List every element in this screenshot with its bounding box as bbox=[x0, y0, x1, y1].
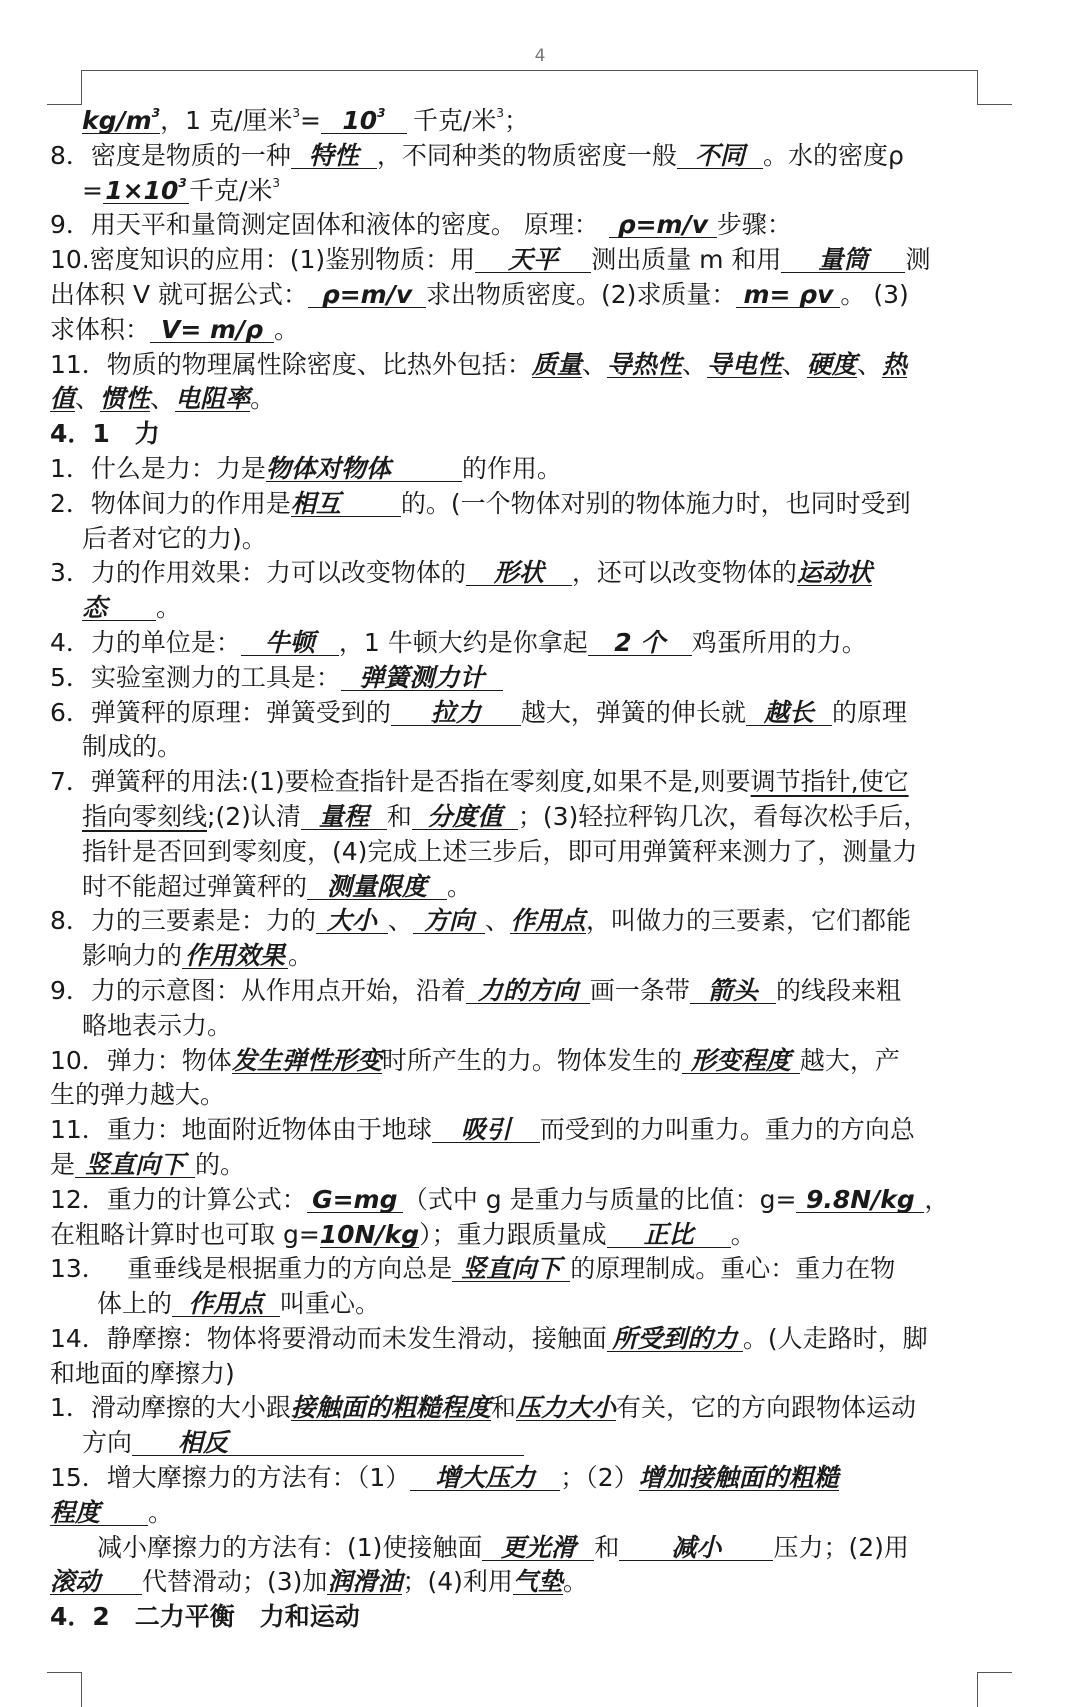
answer-blank: 竖直向下 bbox=[452, 1256, 570, 1282]
text: 影响力的 bbox=[82, 941, 183, 971]
answer-blank: 量筒 bbox=[781, 247, 905, 273]
text: 4．力的单位是： bbox=[50, 627, 241, 657]
text-line bbox=[50, 870, 978, 905]
answer-blank: 拉力 bbox=[391, 700, 521, 726]
text: 体上的 bbox=[97, 1289, 173, 1319]
answer-blank: m= ρv bbox=[736, 282, 840, 308]
answer-blank: 惯性 bbox=[100, 384, 151, 414]
answer-blank: 形变程度 bbox=[682, 1048, 800, 1074]
answer-blank: $1\times 10^3$ bbox=[103, 178, 189, 204]
answer-blank: 分度值 bbox=[412, 804, 518, 830]
answer-blank: 作用效果 bbox=[182, 943, 288, 969]
text: ）；重力跟质量成 bbox=[419, 1219, 607, 1249]
text: 14．静摩擦：物体将要滑动而未发生滑动，接触面 bbox=[50, 1323, 607, 1353]
answer-blank: 特性 bbox=[291, 143, 377, 169]
text-line bbox=[50, 1252, 978, 1287]
text-line bbox=[50, 1496, 978, 1531]
text: 时所产生的力。物体发生的 bbox=[381, 1045, 682, 1075]
answer-blank: 10N/kg bbox=[319, 1219, 420, 1249]
answer-blank: 形状 bbox=[466, 560, 572, 586]
answer-blank: 相反 bbox=[132, 1430, 524, 1456]
text: 。(人走路时，脚 bbox=[742, 1323, 928, 1353]
text: ，还可以改变物体的 bbox=[571, 558, 797, 588]
text: 和 bbox=[490, 1393, 516, 1423]
text: 的线段来粗 bbox=[775, 975, 901, 1005]
answer-blank: 所受到的力 bbox=[607, 1326, 743, 1352]
answer-blank: 2 个 bbox=[588, 630, 692, 656]
text: 、 bbox=[484, 906, 510, 936]
text: 、 bbox=[150, 384, 176, 414]
answer-blank: 运动状 bbox=[796, 558, 872, 588]
answer-blank: 发生弹性形变 bbox=[231, 1045, 382, 1075]
text-line bbox=[50, 974, 978, 1009]
text: 画一条带 bbox=[589, 975, 690, 1005]
text: 7．弹簧秤的用法:(1)要检查指针是否指在零刻度,如果不是,则要 bbox=[50, 767, 751, 797]
text: 和 bbox=[594, 1532, 620, 1562]
text: 鸡蛋所用的力。 bbox=[691, 627, 867, 657]
answer-blank: 相互 bbox=[291, 491, 401, 517]
underlined-answer: 指向零刻线 bbox=[82, 801, 208, 831]
text: 压力；(2)用 bbox=[773, 1532, 909, 1562]
answer-blank: 更光滑 bbox=[482, 1535, 594, 1561]
text: 步骤： bbox=[716, 210, 792, 240]
text: （式中 g 是重力与质量的比值：g= bbox=[402, 1184, 797, 1214]
text: 2．物体间力的作用是 bbox=[50, 488, 291, 518]
text: 。 bbox=[250, 384, 276, 414]
text: ，1 牛顿大约是你拿起 bbox=[338, 627, 588, 657]
text-line bbox=[50, 1078, 978, 1113]
text-line bbox=[50, 522, 978, 557]
answer-blank: 减小 bbox=[619, 1535, 773, 1561]
text-line bbox=[50, 313, 978, 348]
text: ；(3)轻拉秤钩几次，看每次松手后， bbox=[517, 801, 929, 831]
text-line bbox=[50, 487, 978, 522]
text: 5．实验室测力的工具是： bbox=[50, 662, 341, 692]
answer-blank: 弹簧测力计 bbox=[341, 665, 503, 691]
answer-blank: ρ=m/v bbox=[308, 282, 426, 308]
answer-blank: G=mg bbox=[307, 1187, 403, 1213]
crop-mark-top-left bbox=[47, 70, 82, 105]
answer-blank: 正比 bbox=[607, 1222, 731, 1248]
text: ;(2)认清 bbox=[207, 801, 301, 831]
text: 11．物质的物理属性除密度、比热外包括： bbox=[50, 349, 532, 379]
answer-blank: 箭头 bbox=[690, 978, 776, 1004]
text: 千克/米 bbox=[412, 106, 497, 135]
text-line bbox=[50, 730, 978, 765]
answer-blank: 天平 bbox=[475, 247, 591, 273]
text: 在粗略计算时也可取 g= bbox=[50, 1219, 320, 1249]
text: ，叫做力的三要素，它们都能 bbox=[585, 906, 911, 936]
answer-blank: 导电性 bbox=[706, 349, 782, 379]
text: 而受到的力叫重力。重力的方向总 bbox=[539, 1115, 915, 1145]
text: 3．力的作用效果：力可以改变物体的 bbox=[50, 558, 466, 588]
text: 后者对它的力)。 bbox=[82, 523, 267, 553]
answer-blank: 越长 bbox=[746, 700, 832, 726]
answer-blank: 大小 bbox=[316, 908, 388, 934]
text: 指针是否回到零刻度，(4)完成上述三步后，即可用弹簧秤来测力了，测量力 bbox=[82, 836, 918, 866]
text: 方向 bbox=[82, 1428, 133, 1458]
text: 出体积 V 就可据公式： bbox=[50, 279, 308, 309]
text: 8．密度是物质的一种 bbox=[50, 140, 291, 170]
section-heading: 4．2 二力平衡 力和运动 bbox=[50, 1602, 360, 1632]
text: 11．重力：地面附近物体由于地球 bbox=[50, 1115, 432, 1145]
text: ， bbox=[924, 1184, 950, 1214]
answer-blank: 物体对物体 bbox=[266, 456, 462, 482]
text-line bbox=[50, 556, 978, 591]
answer-blank: 润滑油 bbox=[327, 1567, 403, 1597]
text-line bbox=[50, 1322, 978, 1357]
text: 13． 重垂线是根据重力的方向总是 bbox=[50, 1254, 453, 1284]
text-line bbox=[50, 243, 978, 278]
answer-blank: 增加接触面的粗糙 bbox=[638, 1463, 839, 1493]
text-line bbox=[50, 1287, 978, 1322]
text: 的原理 bbox=[831, 697, 907, 727]
text: ； bbox=[504, 106, 530, 135]
text: 、 bbox=[75, 384, 101, 414]
text-line bbox=[50, 1531, 978, 1566]
text: 12．重力的计算公式： bbox=[50, 1184, 307, 1214]
text: 千克/米 bbox=[188, 175, 273, 205]
header-rule bbox=[81, 70, 977, 71]
text: ，不同种类的物质密度一般 bbox=[376, 140, 677, 170]
text: 1．滑动摩擦的大小跟 bbox=[50, 1393, 291, 1423]
crop-mark-bottom-left bbox=[47, 1672, 82, 1707]
section-heading: 4．1 力 bbox=[50, 419, 160, 449]
text-line bbox=[50, 382, 978, 417]
text: 制成的。 bbox=[82, 732, 183, 762]
answer-blank: 气垫 bbox=[512, 1567, 563, 1597]
text: 测 bbox=[905, 245, 931, 275]
text: 、 bbox=[581, 349, 607, 379]
text: 10．弹力：物体 bbox=[50, 1045, 232, 1075]
text: 的作用。 bbox=[461, 453, 562, 483]
text-line bbox=[50, 626, 978, 661]
text: 、 bbox=[387, 906, 413, 936]
answer-blank: 质量 bbox=[531, 349, 582, 379]
text-line bbox=[50, 1426, 978, 1461]
text: 减小摩擦力的方法有：(1)使接触面 bbox=[97, 1532, 483, 1562]
text: 越大，弹簧的伸长就 bbox=[520, 697, 746, 727]
text: 是 bbox=[50, 1149, 76, 1179]
text-line bbox=[50, 1009, 978, 1044]
text-line bbox=[50, 1044, 978, 1079]
text-line bbox=[50, 348, 978, 383]
text: 。 bbox=[288, 941, 314, 971]
text: 。 bbox=[274, 314, 300, 344]
answer-blank: 电阻率 bbox=[175, 384, 251, 414]
text: 的。 bbox=[195, 1149, 246, 1179]
answer-blank: 量程 bbox=[301, 804, 387, 830]
text: 生的弹力越大。 bbox=[50, 1080, 226, 1110]
document-body bbox=[50, 104, 978, 1635]
text-line bbox=[50, 904, 978, 939]
answer-blank: 不同 bbox=[677, 143, 763, 169]
text: 9．用天平和量筒测定固体和液体的密度。 原理： bbox=[50, 210, 599, 240]
text-line bbox=[50, 1461, 978, 1496]
text-line: $kg/m^3$，1 克/厘米$^3= 10^3$ 千克/米$^3$； bbox=[82, 106, 530, 135]
text: 测出质量 m 和用 bbox=[591, 245, 782, 275]
answer-blank: 压力大小 bbox=[515, 1393, 616, 1423]
text: 的。(一个物体对别的物体施力时，也同时受到 bbox=[400, 488, 911, 518]
answer-blank: 增大压力 bbox=[410, 1465, 560, 1491]
text: 叫重心。 bbox=[280, 1289, 381, 1319]
text: = bbox=[82, 175, 103, 205]
text-line bbox=[50, 452, 978, 487]
text: 。 (3) bbox=[840, 279, 909, 309]
answer-blank: V= m/ρ bbox=[150, 317, 274, 343]
answer-blank: 吸引 bbox=[432, 1117, 540, 1143]
text-line bbox=[50, 278, 978, 313]
text-line bbox=[50, 208, 978, 243]
underlined-answer: 调节指针,使它 bbox=[750, 767, 909, 797]
text-line bbox=[50, 1113, 978, 1148]
answer-blank: 9.8N/kg bbox=[796, 1187, 924, 1213]
text-line bbox=[50, 139, 978, 174]
answer-blank: 值 bbox=[50, 384, 76, 414]
answer-blank: $10^3$ bbox=[321, 108, 407, 134]
answer-blank: ρ=m/v bbox=[609, 212, 717, 238]
text: 15．增大摩擦力的方法有：（1） bbox=[50, 1463, 411, 1493]
text: 。 bbox=[148, 1497, 174, 1527]
text: 1．什么是力：力是 bbox=[50, 453, 266, 483]
text-line bbox=[50, 591, 978, 626]
crop-mark-bottom-right bbox=[977, 1672, 1012, 1707]
text-line bbox=[50, 1391, 978, 1426]
text: 求体积： bbox=[50, 314, 151, 344]
text: 和 bbox=[386, 801, 412, 831]
text: 、 bbox=[856, 349, 882, 379]
text: 8．力的三要素是：力的 bbox=[50, 906, 316, 936]
text: 代替滑动；(3)加 bbox=[142, 1567, 328, 1597]
text-line bbox=[50, 696, 978, 731]
answer-blank: 方向 bbox=[413, 908, 485, 934]
text-line bbox=[50, 1148, 978, 1183]
text-line bbox=[50, 661, 978, 696]
answer-blank: 作用点 bbox=[172, 1291, 280, 1317]
answer-blank: 热 bbox=[881, 349, 907, 379]
answer-blank: 程度 bbox=[50, 1500, 148, 1526]
text: ，1 克/厘米 bbox=[160, 106, 293, 135]
page-number: 4 bbox=[534, 46, 546, 66]
text: 。 bbox=[730, 1219, 756, 1249]
text-line bbox=[50, 939, 978, 974]
text-line bbox=[50, 1183, 978, 1218]
text: ；（2） bbox=[560, 1463, 639, 1493]
answer-blank: 态 bbox=[82, 595, 156, 621]
text: 6．弹簧秤的原理：弹簧受到的 bbox=[50, 697, 391, 727]
text-line bbox=[50, 1218, 978, 1253]
text: 。 bbox=[156, 593, 182, 623]
text-line bbox=[50, 800, 978, 835]
text: 越大，产 bbox=[799, 1045, 900, 1075]
text: ；(4)利用 bbox=[402, 1567, 513, 1597]
answer-blank: 滚动 bbox=[50, 1569, 142, 1595]
text-line bbox=[50, 1565, 978, 1600]
text: 10.密度知识的应用：(1)鉴别物质：用 bbox=[50, 245, 476, 275]
answer-blank: 导热性 bbox=[606, 349, 682, 379]
text: 略地表示力。 bbox=[82, 1010, 233, 1040]
text: 求出物质密度。(2)求质量： bbox=[426, 279, 737, 309]
text: 。水的密度ρ bbox=[762, 140, 904, 170]
answer-blank: 竖直向下 bbox=[75, 1152, 195, 1178]
answer-blank: 作用点 bbox=[510, 906, 586, 936]
answer-blank: $kg/m^3$ bbox=[82, 106, 161, 135]
text-line bbox=[50, 765, 978, 800]
text: 。 bbox=[447, 871, 473, 901]
answer-blank: 测量限度 bbox=[307, 874, 447, 900]
text: 和地面的摩擦力) bbox=[50, 1358, 235, 1388]
text-line bbox=[50, 835, 978, 870]
text: 、 bbox=[681, 349, 707, 379]
text-line: $=1\times 10^3$千克/米$^3$ bbox=[82, 175, 281, 205]
text: 9．力的示意图：从作用点开始，沿着 bbox=[50, 975, 466, 1005]
text: 、 bbox=[781, 349, 807, 379]
text: 有关，它的方向跟物体运动 bbox=[615, 1393, 916, 1423]
answer-blank: 接触面的粗糙程度 bbox=[290, 1393, 491, 1423]
crop-mark-top-right bbox=[977, 70, 1012, 105]
answer-blank: 硬度 bbox=[806, 349, 857, 379]
text: 。 bbox=[562, 1567, 588, 1597]
answer-blank: 牛顿 bbox=[241, 630, 339, 656]
text-line bbox=[50, 1357, 978, 1392]
answer-blank: 力的方向 bbox=[466, 978, 590, 1004]
text: = bbox=[299, 106, 321, 135]
text: 时不能超过弹簧秤的 bbox=[82, 871, 308, 901]
text: 的原理制成。重心：重力在物 bbox=[570, 1254, 896, 1284]
